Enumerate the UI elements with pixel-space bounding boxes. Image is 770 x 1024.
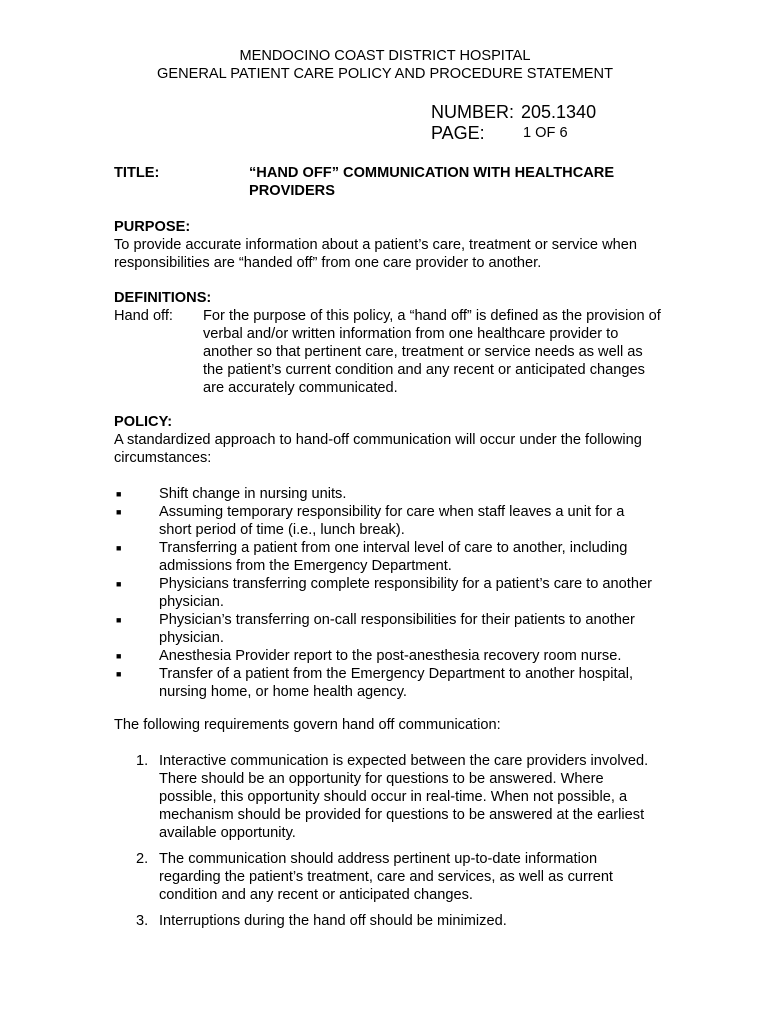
list-item-text: Transfer of a patient from the Emergency Department to another hospital, nursing home, or home health agency. [159,666,633,700]
definitions-section [114,289,674,397]
policy-section [114,413,674,467]
list-item-text: Transferring a patient from one interval level of care to another, including admissions from the Emergency Department. [159,540,628,574]
requirement-text: The communication should address pertinent up-to-date information regarding the patient’s treatment, care and services, as well as current condition and any recent or anticipated changes. [159,851,613,903]
requirement-number: 2. [136,851,149,867]
bullet-icon: ■ [116,543,122,553]
definition-term: Hand off: [114,308,173,324]
hospital-name: MENDOCINO COAST DISTRICT HOSPITAL [239,48,531,64]
requirement-item [114,912,654,930]
policy-title-line2: PROVIDERS [249,183,335,199]
list-item [114,539,659,575]
list-item-text: Physicians transferring complete responsibility for a patient’s care to another physician. [159,576,652,610]
document-header [0,47,770,83]
requirement-number: 1. [136,753,149,769]
requirement-item [114,752,654,842]
circumstances-list-wrap [114,485,659,701]
policy-number-block [431,102,596,144]
purpose-heading: PURPOSE: [114,219,191,235]
list-item-text: Anesthesia Provider report to the post-anesthesia recovery room nurse. [159,648,622,664]
purpose-text: To provide accurate information about a patient’s care, treatment or service when responsibilities are “handed off” from one care provider to another. [114,237,637,271]
list-item [114,647,659,665]
policy-heading: POLICY: [114,414,173,430]
page-label: PAGE: [431,123,485,143]
list-item [114,503,659,539]
circumstances-list [114,485,659,701]
requirement-text: Interruptions during the hand off should be minimized. [159,913,507,929]
requirements-list-wrap [114,752,654,938]
policy-intro: A standardized approach to hand-off communication will occur under the following circumstances: [114,432,642,466]
definitions-heading: DEFINITIONS: [114,290,212,306]
list-item [114,575,659,611]
requirement-item [114,850,654,904]
number-value: 205.1340 [521,102,597,122]
list-item [114,485,659,503]
bullet-icon: ■ [116,669,122,679]
definition-text: For the purpose of this policy, a “hand off” is defined as the provision of verbal and/or written information from one healthcare provider to another so that pertinent care, treatment or service needs as well as the patient’s current condition and any recent or anticipated changes are accurately communicated. [203,308,661,396]
statement-type: GENERAL PATIENT CARE POLICY AND PROCEDURE STATEMENT [156,66,613,82]
list-item-text: Shift change in nursing units. [159,486,347,502]
policy-title-line1: “HAND OFF” COMMUNICATION WITH HEALTHCARE [249,165,615,181]
policy-title [249,164,669,200]
requirements-list [114,752,654,930]
bullet-icon: ■ [116,579,122,589]
bullet-icon: ■ [116,651,122,661]
list-item-text: Physician’s transferring on-call responsibilities for their patients to another physician. [159,612,635,646]
list-item [114,611,659,647]
requirement-text: Interactive communication is expected between the care providers involved. There should be an opportunity for questions to be answered. Where possible, this opportunity should occur in real-time. When not possible, a mechanism should be provided for questions to be answered at the earliest available opportunity. [159,753,649,841]
title-label: TITLE: [114,165,160,181]
number-label: NUMBER: [431,102,515,122]
bullet-icon: ■ [116,507,122,517]
page-value: 1 OF 6 [523,125,568,141]
purpose-section [114,218,674,272]
bullet-icon: ■ [116,489,122,499]
list-item-text: Assuming temporary responsibility for care when staff leaves a unit for a short period of time (i.e., lunch break). [159,504,625,538]
bullet-icon: ■ [116,615,122,625]
requirements-intro: The following requirements govern hand off communication: [114,717,501,733]
requirement-number: 3. [136,913,149,929]
definition-entry [114,307,674,397]
list-item [114,665,659,701]
